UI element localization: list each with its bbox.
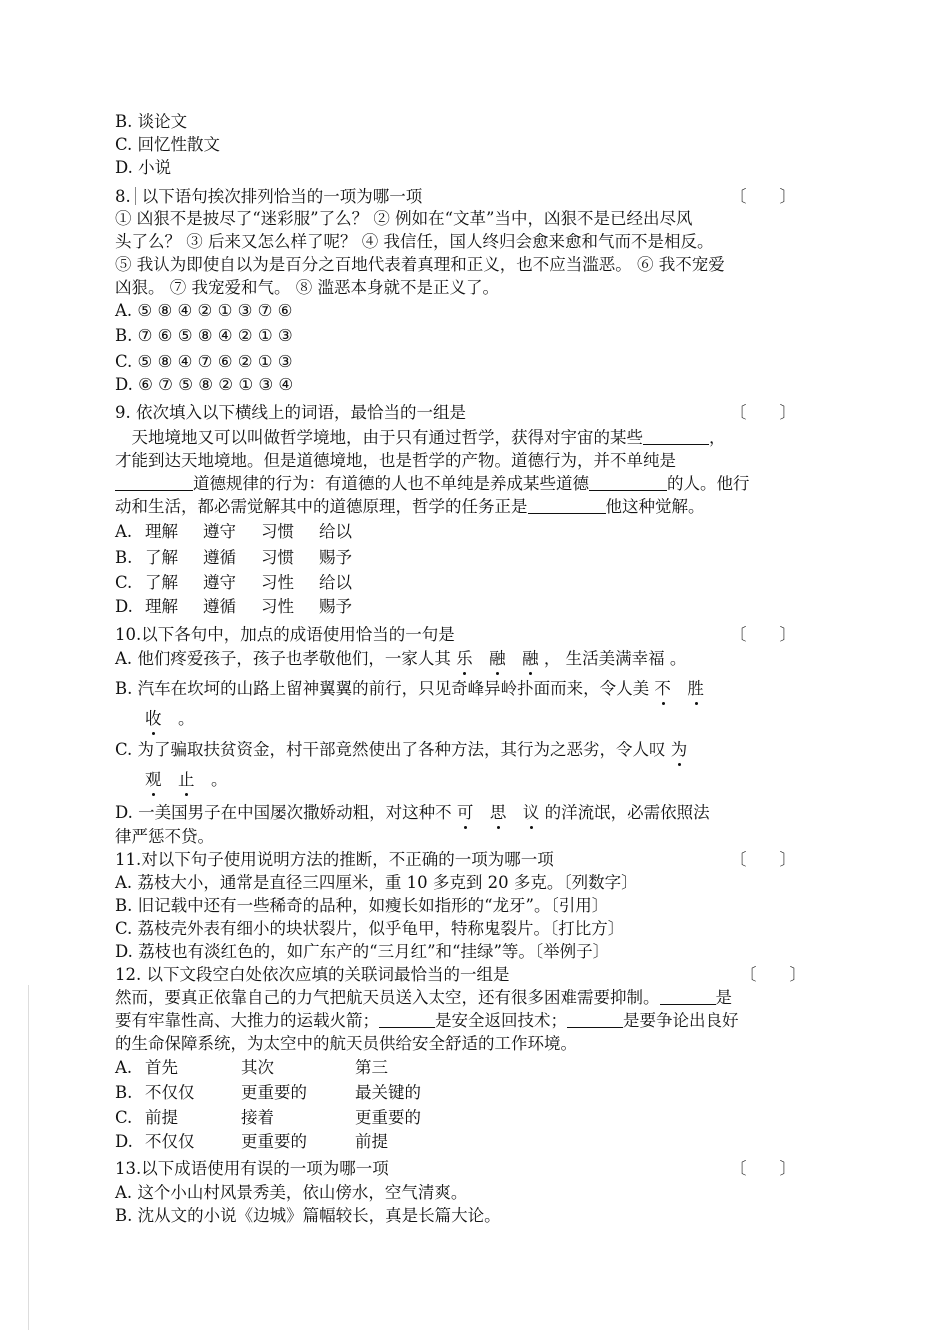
q11-stem: 11.对以下句子使用说明方法的推断，不正确的一项为哪一项 [115,850,554,869]
q12-option-d: D. 不仅仅 更重要的 前提 [115,1132,388,1151]
q9-passage-line: 才能到达天地境地。但是道德境地，也是哲学的产物。道德行为，并不单纯是 [115,451,676,470]
q9-passage-line: 动和生活，都必需觉解其中的道德原理，哲学的任务正是 他这种觉解。 [115,497,705,516]
q11-option-b: B. 旧记载中还有一些稀奇的品种，如瘦长如指形的“龙牙”。〔引用〕 [115,896,609,915]
q9-option-d: D. 理解 遵循 习性 赐予 [115,597,352,616]
dotted-char: 可 [456,803,474,822]
q11-answer-paren: 〔 〕 [730,850,796,869]
q12-passage-line: 要有牢靠性高、大推力的运载火箭； 是安全返回技术； 是要争论出良好 [115,1011,739,1030]
q12-stem: 12. 以下文段空白处依次应填的关联词最恰当的一组是 [115,965,510,984]
margin-rule [28,985,29,1330]
q10-option-b: B. 汽车在坎坷的山路上留神翼翼的前行，只见奇峰异岭扑面而来，令人美 不 胜 [115,679,704,698]
q11-option-a: A. 荔枝大小，通常是直径三四厘米，重 10 多克到 20 多克。〔列数字〕 [115,873,638,892]
q13-answer-paren: 〔 〕 [730,1159,796,1178]
prev-option-c: C. 回忆性散文 [115,135,221,154]
fill-blank [115,474,193,491]
q9-passage-line: 天地境地又可以叫做哲学境地，由于只有通过哲学，获得对宇宙的某些 ， [115,428,726,447]
q10-option-c: C. 为了骗取扶贫资金，村干部竟然使出了各种方法，其行为之恶劣，令人叹 为 [115,740,688,759]
q9-stem: 9. 依次填入以下横线上的词语，最恰当的一组是 [115,403,466,422]
dotted-char: 议 [522,803,540,822]
q11-option-d: D. 荔枝也有淡红色的，如广东产的“三月红”和“挂绿”等。〔举例子〕 [115,942,610,961]
q9-option-c: C. 了解 遵守 习性 给以 [115,573,352,592]
fill-blank [379,1011,435,1028]
q13-option-a: A. 这个小山村风景秀美，依山傍水，空气清爽。 [115,1183,468,1202]
dotted-char: 为 [670,740,688,759]
q10-stem: 10.以下各句中，加点的成语使用恰当的一句是 [115,625,455,644]
q10-option-d: D. 一美国男子在中国屡次撒娇动粗，对这种不 可 思 议 的洋流氓，必需依照法 [115,803,710,822]
q12-option-a: A. 首先 其次 第三 [115,1058,388,1077]
fill-blank [660,988,716,1005]
q12-answer-paren: 〔 〕 [740,965,806,984]
fill-blank [643,428,709,445]
q8-option-c: C. ⑤ ⑧ ④ ⑦ ⑥ ② ① ③ [115,352,293,371]
q10-option-b-cont: 收 。 [145,709,195,728]
q10-option-c-cont: 观 止 。 [145,770,228,789]
q8-passage-line: 凶狠。 ⑦ 我宠爱和气。 ⑧ 滥恶本身就不是正义了。 [115,278,499,297]
q9-option-b: B. 了解 遵循 习惯 赐予 [115,548,352,567]
q13-option-b: B. 沈从文的小说《边城》篇幅较长，真是长篇大论。 [115,1206,501,1225]
q12-option-c: C. 前提 接着 更重要的 [115,1108,421,1127]
dotted-char: 融 [489,649,506,668]
q11-option-c: C. 荔枝壳外表有细小的块状裂片，似乎龟甲，特称鬼裂片。〔打比方〕 [115,919,625,938]
dotted-char: 收 [145,709,162,728]
q8-passage-line: 头了么？ ③ 后来又怎么样了呢？ ④ 我信任，国人终归会愈来愈和气而不是相反。 [115,232,714,251]
q9-option-a: A. 理解 遵守 习惯 给以 [115,522,352,541]
fill-blank [589,474,667,491]
q12-passage-line: 的生命保障系统，为太空中的航天员供给安全舒适的工作环境。 [115,1034,577,1053]
dotted-char: 融 [522,649,539,668]
prev-option-d: D. 小说 [115,158,172,177]
dotted-char: 思 [489,803,507,822]
q10-option-a: A. 他们疼爱孩子，孩子也孝敬他们，一家人其 乐 融 融 ， 生活美满幸福 。 [115,649,687,668]
fill-blank [528,497,606,514]
q8-passage-line: ① 凶狠不是披尽了“迷彩服”了么？ ② 例如在“文革”当中，凶狠不是已经出尽风 [115,209,693,228]
q8-answer-paren: 〔 〕 [730,187,796,206]
dotted-char: 止 [178,770,195,789]
prev-option-b: B. 谈论文 [115,112,188,131]
dotted-char: 观 [145,770,162,789]
q8-option-b: B. ⑦ ⑥ ⑤ ⑧ ④ ② ① ③ [115,326,293,345]
q10-option-d-cont: 律严惩不贷。 [115,827,214,846]
q8-passage-line: ⑤ 我认为即使自以为是百分之百地代表着真理和正义，也不应当滥恶。 ⑥ 我不宠爱 [115,255,725,274]
dotted-char: 不 [654,679,671,698]
q8-stem: 8. 以下语句挨次排列恰当的一项为哪一项 [115,187,423,206]
q10-answer-paren: 〔 〕 [730,625,796,644]
q9-passage-line: 道德规律的行为：有道德的人也不单纯是养成某些道德 的人。他行 [115,473,750,495]
q12-passage-line: 然而，要真正依靠自己的力气把航天员送入太空，还有很多困难需要抑制。 是 [115,988,732,1007]
q8-option-a: A. ⑤ ⑧ ④ ② ① ③ ⑦ ⑥ [115,301,293,320]
q13-stem: 13.以下成语使用有误的一项为哪一项 [115,1159,389,1178]
dotted-char: 胜 [687,679,704,698]
q8-option-d: D. ⑥ ⑦ ⑤ ⑧ ② ① ③ ④ [115,375,294,394]
dotted-char: 乐 [456,649,473,668]
q9-answer-paren: 〔 〕 [730,403,796,422]
fill-blank [567,1011,623,1028]
q12-option-b: B. 不仅仅 更重要的 最关键的 [115,1083,421,1102]
text-cursor [135,187,136,205]
